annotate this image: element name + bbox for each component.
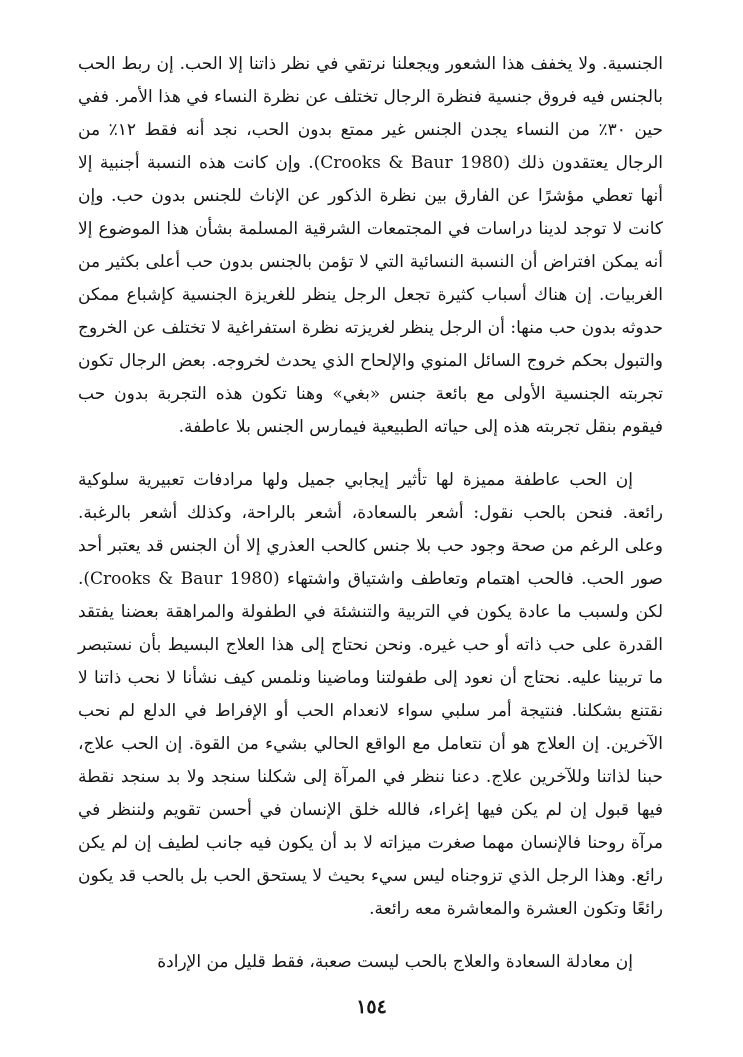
paragraph-2: إن الحب عاطفة مميزة لها تأثير إيجابي جميل ولها مرادفات تعبيرية سلوكية رائعة. فنحن بالحب نقول: أشعر بالسعادة، أشعر بالراحة، وكذلك أشعر بالرغبة. وعلى الرغم من صحة وجود حب بلا جنس كالحب العذري إلا أن الجنس قد يعتبر أحد صور الحب. فالحب اهتمام وتعاطف واشتياق واشتهاء (Crooks & Baur 1980). لكن ولسبب ما عادة يكون في التربية والتنشئة في الطفولة والمراهقة بعضنا يفتقد القدرة على حب ذاته أو حب غيره. ونحن نحتاج إلى هذا العلاج البسيط بأن نستبصر ما تربينا عليه. نحتاج أن نعود إلى طفولتنا وماضينا ونلمس كيف نشأنا لا نحب ذاتنا لا نقتنع بشكلنا. فنتيجة أمر سلبي سواء لانعدام الحب أو الإفراط في الدلع لم نحب الآخرين. إن العلاج هو أن نتعامل مع الواقع الحالي بشيء من القوة. إن الحب علاج، حبنا لذاتنا وللآخرين علاج. دعنا ننظر في المرآة إلى شكلنا سنجد ولا بد سنجد نقطة فيها قبول إن لم يكن فيها إغراء، فالله خلق الإنسان في أحسن تقويم ولننظر في مرآة روحنا فالإنسان مهما صغرت ميزاته لا بد أن يكون فيه جانب لطيف إن لم يكن رائع. وهذا الرجل الذي تزوجناه ليس سيء بحيث لا يستحق الحب بل بالحب قد يكون رائعًا وتكون العشرة والمعاشرة معه رائعة. xyxy=(78,470,663,919)
page-number: ١٥٤ xyxy=(356,996,387,1018)
paragraph-3: إن معادلة السعادة والعلاج بالحب ليست صعبة، فقط قليل من الإرادة xyxy=(157,952,633,972)
text-block-2 xyxy=(78,464,663,926)
paragraph-1: الجنسية. ولا يخفف هذا الشعور ويجعلنا نرتقي في نظر ذاتنا إلا الحب. إن ربط الحب بالجنس فيه فروق جنسية فنظرة الرجال تختلف عن نظرة النساء في هذا الأمر. ففي حين ٣٠٪ من النساء يجدن الجنس غير ممتع بدون الحب، نجد أنه فقط ١٢٪ من الرجال يعتقدون ذلك (Crooks & Baur 1980). وإن كانت هذه النسبة أجنبية إلا أنها تعطي مؤشرًا عن الفارق بين نظرة الذكور عن الإناث للجنس بدون حب. وإن كانت لا توجد لدينا دراسات في المجتمعات الشرقية المسلمة بشأن هذا الموضوع إلا أنه يمكن افتراض أن النسبة النسائية التي لا تؤمن بالجنس بدون حب أعلى بكثير من الغربيات. إن هناك أسباب كثيرة تجعل الرجل ينظر للغريزة الجنسية كإشباع ممكن حدوثه بدون حب منها: أن الرجل ينظر لغريزته نظرة استفراغية لا تختلف عن الخروج والتبول بحكم خروج السائل المنوي والإلحاح الذي يحدث لخروجه. بعض الرجال تكون تجربته الجنسية الأولى مع بائعة جنس «بغي» وهنا تكون هذه التجربة بدون حب فيقوم بنقل تجربته هذه إلى حياته الطبيعية فيمارس الجنس بلا عاطفة. xyxy=(78,54,663,437)
text-block-3 xyxy=(78,946,663,979)
text-block-1 xyxy=(78,48,663,444)
